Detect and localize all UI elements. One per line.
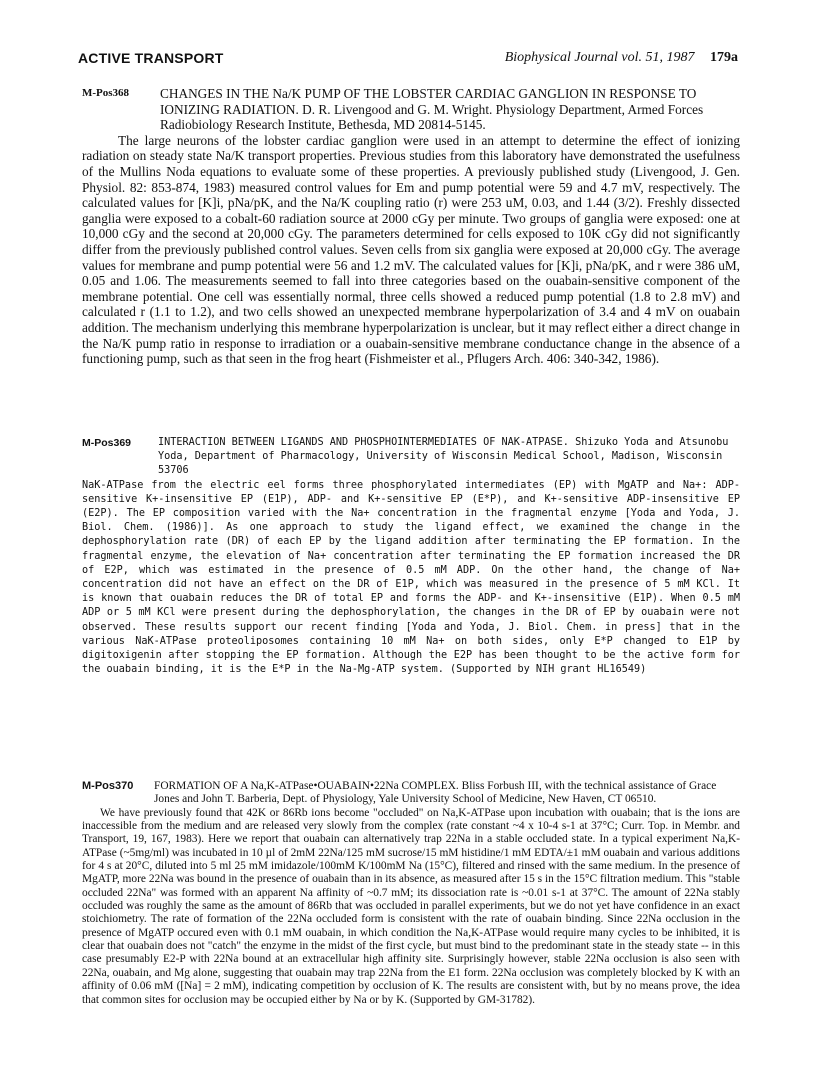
abstract-title: FORMATION OF A Na,K-ATPase•OUABAIN•22Na COMPLEX. Bliss Forbush III, with the technical assistance of Grace Jones and John T. Barberia, Dept. of Physiology, Yale University School of Medicine, New Haven, CT 06510. [154, 780, 717, 806]
abstract-id: M-Pos369 [82, 437, 132, 449]
abstract-title: CHANGES IN THE Na/K PUMP OF THE LOBSTER CARDIAC GANGLION IN RESPONSE TO IONIZING RADIATION. D. R. Livengood and G. M. Wright. Physiology Department, Armed Forces Radiobiology Research Institute, Bethesda, MD 20814-5145. [160, 86, 704, 133]
section-title: ACTIVE TRANSPORT [78, 50, 224, 66]
abstract-m-pos368 [82, 86, 740, 367]
journal-citation [505, 50, 738, 66]
abstract-header [82, 436, 740, 479]
abstract-title: INTERACTION BETWEEN LIGANDS AND PHOSPHOINTERMEDIATES OF NAK-ATPASE. Shizuko Yoda and Atsunobu Yoda, Department of Pharmacology, University of Wisconsin Medical School, Madison, Wisconsin 53706 [158, 437, 729, 477]
abstract-header [82, 86, 740, 133]
abstract-id: M-Pos370 [82, 780, 134, 792]
abstract-body: The large neurons of the lobster cardiac ganglion were used in an attempt to determine the effect of ionizing radiation on steady state Na/K transport properties. Previous studies from this laboratory have demonstrated the usefulness of the Mullins Noda equations to evaluate some of these properties. A previously published study (Livengood, J. Gen. Physiol. 82: 853-874, 1983) measured control values for Em and pump potential were 59 and 4.7 mV, respectively. The calculated values for [K]i, pNa/pK, and the Na/K coupling ratio (r) were 253 uM, 0.03, and 1.44 (3/2). Freshly dissected ganglia were exposed to a cobalt-60 radiation source at 2000 cGy per minute. Two groups of ganglia were exposed: one at 10,000 cGy and the second at 20,000 cGy. The parameters determined for cells exposed to 10K cGy did not significantly differ from the previously published control values. Seven cells from six ganglia were exposed at 20,000 cGy. The average values for membrane and pump potential were 56 and 1.2 mV. The calculated values for [K]i, pNa/pK, and r were 386 uM, 0.05 and 1.06. The measurements seemed to fall into three categories based on the ouabain-sensitive component of the membrane potential. One cell was essentially normal, three cells showed a reduced pump potential (1.8 to 2.8 mV) and calculated r (1.1 to 1.2), and two cells showed an unexpected membrane hyperpolarization of 3.4 and 4 mV on ouabain addition. The mechanism underlying this membrane hyperpolarization is unclear, but it may reflect either a direct change in the Na/K pump ratio in response to irradiation or a ouabain-sensitive membrane conductance change in the absence of a functioning pump, such as that seen in the frog heart (Fishmeister et al., Pflugers Arch. 406: 340-342, 1986). [82, 132, 740, 367]
journal-name: Biophysical Journal vol. 51, 1987 [504, 50, 695, 65]
page-header [78, 50, 738, 70]
abstract-header [82, 780, 740, 807]
abstract-m-pos369 [82, 436, 740, 677]
abstract-m-pos370 [82, 780, 740, 1007]
abstract-body: NaK-ATPase from the electric eel forms three phosphorylated intermediates (EP) with MgATP and Na+: ADP-sensitive K+-insensitive EP (E1P), ADP- and K+-sensitive EP (E*P), and K+-sensitive ADP-insensitive EP (E2P). The EP composition varied with the Na+ concentration in the fragmental enzyme [Yoda and Yoda, J. Biol. Chem. (1986)]. As one approach to study the ligand effect, we examined the change in the dephosphorylation rate (DR) of each EP by the ligand addition after terminating the EP formation. In the fragmental enzyme, the elevation of Na+ concentration after terminating the EP formation increased the DR of E2P, which was estimated in the presence of 0.5 mM ADP. On the other hand, the change of Na+ concentration did not have an effect on the DR of E1P, which was measured in the presence of 5 mM KCl. It is known that ouabain reduces the DR of total EP and forms the ADP- and K+-insensitive (E1P). When 0.5 mM ADP or 5 mM KCl were present during the dephosphorylation, the changes in the DR of EP by ouabain were not observed. These results support our recent finding [Yoda and Yoda, J. Biol. Chem. in press] that in the various NaK-ATPase proteoliposomes containing 10 mM Na+ on both sides, only E*P changed to E1P by digitoxigenin after stopping the EP formation. Although the E2P has been thought to be the active form for the ouabain binding, it is the E*P in the Na-Mg-ATP system. (Supported by NIH grant HL16549) [82, 479, 740, 676]
abstract-id: M-Pos368 [82, 87, 130, 99]
abstract-body: We have previously found that 42K or 86Rb ions become "occluded" on Na,K-ATPase upon incubation with ouabain; that is the ions are inaccessible from the medium and are released very slowly from the complex (rate constant ~4 x 10-4 s-1 at 37°C; Curr. Top. in Membr. and Transport, 19, 167, 1983). Here we report that ouabain can alternatively trap 22Na in a stable occluded state. In a typical experiment Na,K-ATPase (~5mg/ml) was incubated in 10 µl of 2mM 22Na/125 mM sucrose/15 mM histidine/1 mM EDTA/±1 mM ouabain and various additions for 4 s at 20°C, diluted into 5 ml 25 mM imidazole/100mM K/100mM Na (15°C), filtered and rinsed with the same medium. In the presence of MgATP, more 22Na was bound in the presence of ouabain than in its absence, as measured after 15 s in the 15°C filtration medium. This "stable occluded 22Na" was formed with an apparent Na affinity of ~0.7 mM; its dissociation rate is ~0.01 s-1 at 37°C. The amount of 22Na stably occluded was roughly the same as the amount of 86Rb that was occluded in parallel experiments, but we do not yet have confidence in an exact stoichiometry. The rate of formation of the 22Na occluded form is consistent with the rate of ouabain binding. Since 22Na occlusion in the presence of MgATP occured even with 0.1 mM ouabain, in which condition the Na,K-ATPase would require many cycles to be inhibited, it is clear that ouabain does not "catch" the enzyme in the midst of the first cycle, but must bind to the predominant state in the steady state -- in this case presumably E2-P with 22Na bound at an extracellular high affinity site. Surprisingly however, stable 22Na occlusion is also seen with 22Na, ouabain, and Mg alone, suggesting that ouabain may trap 22Na from the E1 form. 22Na occlusion was completely blocked by K with an affinity of 0.06 mM ([Na] = 2 mM), indicating competition by occlusion of K. The results are consistent with, but by no means prove, the idea that common sites for occlusion may be occupied either by Na or by K. (Supported by GM-31782). [82, 806, 740, 1006]
page-number: 179a [710, 50, 738, 65]
